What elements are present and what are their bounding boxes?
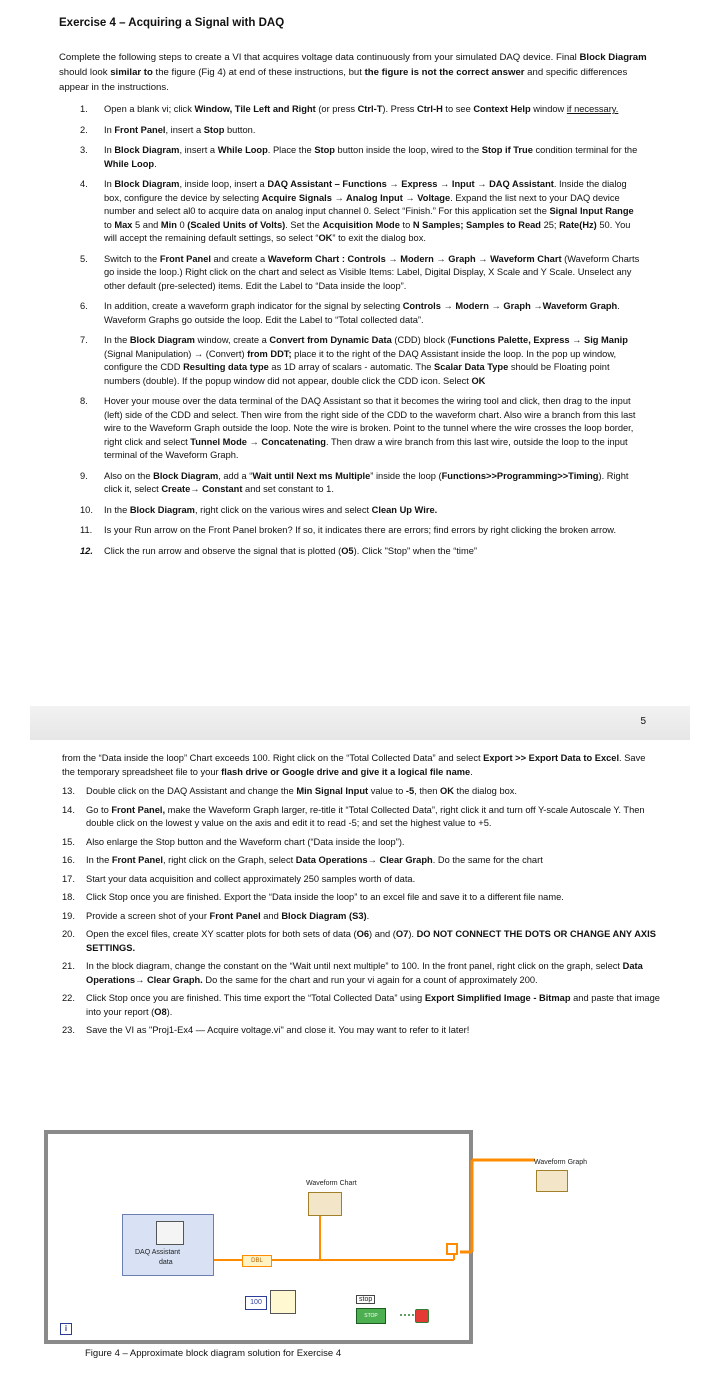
continuation-text: from the “Data inside the loop” Chart exceeds 100. Right click on the “Total Collected Data” and select Export >> Export Data to Excel. Save the temporary spreadsheet file to your flash drive or Google drive and give it a logical file name. [62, 753, 646, 777]
step-number: 4. [80, 179, 88, 189]
waveform-graph-terminal [536, 1170, 568, 1192]
step-number: 6. [80, 301, 88, 311]
step-text: In Block Diagram, inside loop, insert a DAQ Assistant – Functions → Express → Input → DAQ Assistant. Inside the dialog box, configure the device by selecting Acquire Signals → Analog Input → Voltage. Expand the list next to your DAQ device number and select al0 to acquire data on analog input channel 0. Select “Finish.” For this application set the Signal Input Range to Max 5 and Min 0 (Scaled Units of Volts). Set the Acquisition Mode to N Samples; Samples to Read 25; Rate(Hz) 50. You will accept the remaining default settings, so select “OK” to exit the dialog box. [104, 179, 634, 243]
step-text: In the Block Diagram, right click on the various wires and select Clean Up Wire. [104, 504, 438, 515]
step-number: 3. [80, 145, 88, 155]
step-text: Open a blank vi; click Window, Tile Left and Right (or press Ctrl-T). Press Ctrl-H to see Context Help window if necessary. [104, 104, 619, 114]
wait-until-next-ms-icon [270, 1290, 296, 1314]
step-text: Also on the Block Diagram, add a “Wait until Next ms Multiple” inside the loop (Functions>>Programming>>Timing). Right click it, select Create→ Constant and set constant to 1. [104, 470, 629, 494]
step-number: 16. [62, 855, 75, 865]
page-number: 5 [640, 716, 646, 727]
step-number: 20. [62, 929, 75, 939]
step-number: 22. [62, 993, 75, 1003]
step-number: 17. [62, 873, 75, 884]
step-text: Click the run arrow and observe the signal that is plotted (O5). Click "Stop" when the “time” [104, 545, 477, 556]
step-text: In addition, create a waveform graph indicator for the signal by selecting Controls → Modern → Graph →Waveform Graph. Waveform Graphs go outside the loop. Edit the Label to “Total collected data”. [104, 301, 620, 325]
step-number: 5. [80, 253, 88, 264]
step-text: Hover your mouse over the data terminal of the DAQ Assistant so that it becomes the wiring tool and click, then drag to the input (left) side of the CDD and select. Then wire from the right side of the CDD to the waveform chart. Also wire a branch from this last wire to the Waveform Graph outside the loop. Note the wire is broken. Point to the tunnel where the wire crosses the loop border, right click and select Tunnel Mode → Concatenating. Then draw a wire branch from this last wire, outside the loop to the input terminal of the Waveform Graph. [104, 396, 636, 460]
step-item [62, 891, 660, 905]
step-text: Switch to the Front Panel and create a Waveform Chart : Controls → Modern → Graph → Waveform Chart (Waveform Charts go inside the loop.) Right click on the chart and select as Visible Items: Label, Digital Display, X Scale and Y Scale. Unselect any other default (pre-selected) items. Edit the Label to “Data inside the loop”. [104, 253, 640, 291]
step-text: Click Stop once you are finished. This time export the “Total Collected Data” using Export Simplified Image - Bitmap and paste that image into your report (O8). [86, 993, 660, 1017]
step-number: 15. [62, 836, 75, 847]
step-item [62, 804, 660, 831]
step-text: Provide a screen shot of your Front Panel and Block Diagram (S3). [86, 910, 370, 921]
block-diagram-figure [30, 1118, 690, 1368]
step-text: In Block Diagram, insert a While Loop. Place the Stop button inside the loop, wired to the Stop if True condition terminal for the While Loop. [104, 145, 638, 169]
iteration-terminal: i [60, 1323, 72, 1335]
step-text: Open the excel files, create XY scatter plots for both sets of data (O6) and (O7). DO NOT CONNECT THE DOTS OR CHANGE ANY AXIS SETTINGS. [86, 929, 656, 953]
step-number: 19. [62, 910, 75, 921]
waveform-chart-terminal [308, 1192, 342, 1216]
convert-from-dynamic-data: DBL [242, 1255, 272, 1267]
waveform-graph-label: Waveform Graph [534, 1159, 588, 1166]
step-number: 1. [80, 104, 88, 114]
step-item [62, 910, 660, 924]
step-number: 8. [80, 396, 88, 406]
step-item [80, 545, 640, 559]
daq-assistant [122, 1214, 214, 1276]
step-item [62, 854, 660, 868]
exercise-title: Exercise 4 – Acquiring a Signal with DAQ [59, 17, 285, 29]
steps-list-page2 [62, 785, 660, 1043]
step-item [80, 504, 640, 518]
step-number: 9. [80, 470, 88, 481]
step-item [80, 124, 640, 138]
figure-caption: Figure 4 – Approximate block diagram solution for Exercise 4 [85, 1348, 342, 1359]
step-number: 21. [62, 961, 75, 971]
step-number: 12. [80, 545, 93, 556]
step-number: 23. [62, 1025, 75, 1035]
step-item [80, 178, 640, 246]
step-item [80, 253, 640, 294]
constant-100: 100 [245, 1296, 267, 1310]
steps-list-page1 [80, 103, 640, 565]
step-number: 13. [62, 786, 75, 796]
waveform-chart-label: Waveform Chart [306, 1180, 357, 1187]
step-number: 2. [80, 124, 88, 135]
step-number: 18. [62, 892, 75, 902]
daq-assistant-label: DAQ Assistant [135, 1249, 181, 1256]
step-text: Also enlarge the Stop button and the Waveform chart (“Data inside the loop”). [86, 836, 405, 847]
step-item [80, 334, 640, 388]
stop-label: stop [356, 1295, 375, 1304]
step-text: In the Block Diagram window, create a Convert from Dynamic Data (CDD) block (Functions Palette, Express → Sig Manip (Signal Manipulation) → (Convert) from DDT; place it to the right of the DAQ Assistant inside the loop. In the pop up window, configure the CDD Resulting data type as 1D array of scalars - automatic. The Scalar Data Type should be Floating point numbers (double). If the popup window did not appear, double click the CDD icon. Select OK [104, 335, 628, 386]
step-text: In Front Panel, insert a Stop button. [104, 124, 256, 135]
step-number: 14. [62, 804, 75, 815]
step-text: Go to Front Panel, make the Waveform Graph larger, re-title it “Total Collected Data”, right click it and turn off Y-scale Autoscale Y. Then double click on the lowest y value on the axis and edit it to read -5; and set the highest value to +5. [86, 804, 645, 828]
step-item [62, 928, 660, 955]
daq-data-label: data [159, 1259, 173, 1266]
step-text: Save the VI as "Proj1-Ex4 — Acquire voltage.vi" and close it. You may want to refer to it later! [86, 1025, 470, 1035]
step-item [62, 992, 660, 1019]
step-text: In the Front Panel, right click on the Graph, select Data Operations→ Clear Graph. Do the same for the chart [86, 855, 543, 865]
page-break [30, 706, 690, 740]
step-item [62, 873, 660, 887]
step-text: Click Stop once you are finished. Export the “Data inside the loop” to an excel file and save it to a different file name. [86, 892, 564, 902]
step-text: Is your Run arrow on the Front Panel broken? If so, it indicates there are errors; find errors by right clicking the broken arrow. [104, 525, 617, 535]
step-text: Start your data acquisition and collect approximately 250 samples worth of data. [86, 873, 416, 884]
step-item [62, 960, 660, 987]
step-item [80, 300, 640, 327]
step-item [80, 144, 640, 171]
step-item [62, 785, 660, 799]
step-number: 10. [80, 504, 93, 515]
step-text: Double click on the DAQ Assistant and change the Min Signal Input value to -5, then OK the dialog box. [86, 786, 518, 796]
step-number: 11. [80, 525, 93, 535]
step-item [80, 524, 640, 538]
step-item [80, 395, 640, 463]
step-item [62, 836, 660, 850]
step-item [62, 1024, 660, 1038]
daq-icon [156, 1221, 184, 1245]
intro-paragraph: Complete the following steps to create a VI that acquires voltage data continuously from your simulated DAQ device. Final Block Diagram should look similar to the figure (Fig 4) at end of these instructions, but the figure is not the correct answer and specific differences appear in the instructions. [59, 52, 647, 93]
step-item [80, 103, 640, 117]
loop-condition-terminal [415, 1309, 429, 1323]
stop-terminal: STOP [356, 1308, 386, 1324]
step-number: 7. [80, 335, 88, 345]
step-text: In the block diagram, change the constant on the “Wait until next multiple” to 100. In the front panel, right click on the graph, select Data Operations→ Clear Graph. Do the same for the chart and run your vi again for a count of approximately 200. [86, 961, 643, 985]
tunnel [447, 1244, 457, 1254]
step-item [80, 470, 640, 497]
